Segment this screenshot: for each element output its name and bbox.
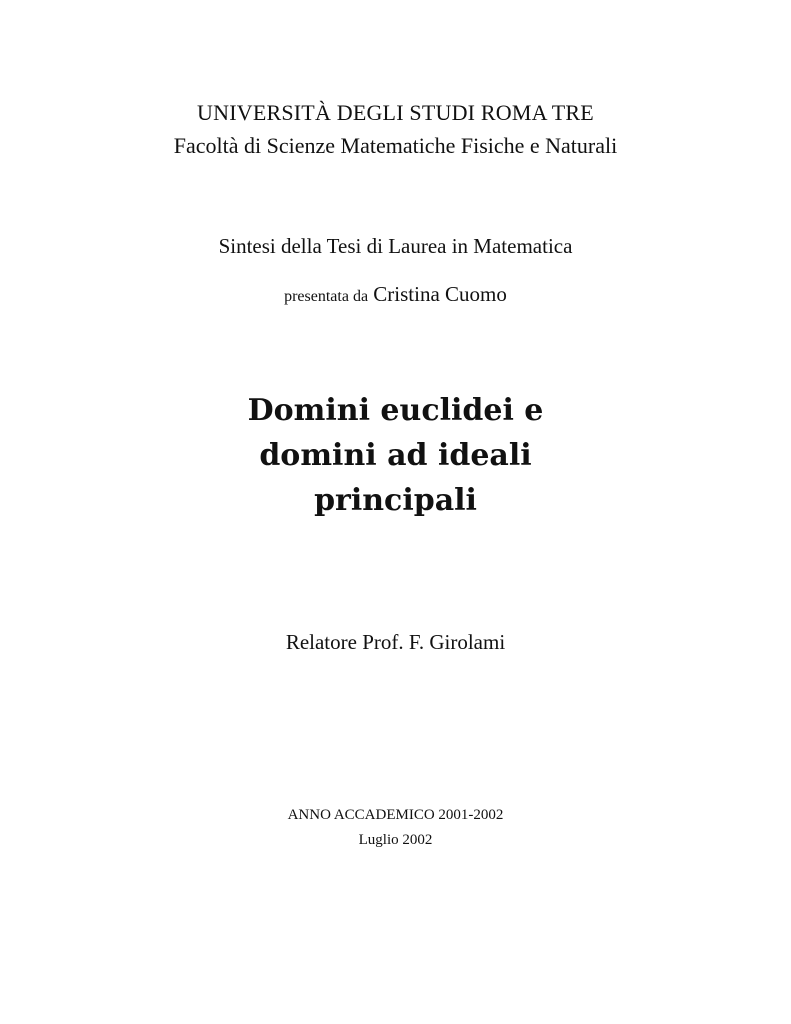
thesis-type: Sintesi della Tesi di Laurea in Matematica — [218, 234, 573, 258]
thesis-title — [0, 388, 791, 523]
academic-year: ANNO ACCADEMICO 2001-2002 — [287, 807, 504, 823]
author-name: Cristina Cuomo — [373, 282, 507, 306]
presented-by-label: presentata da — [284, 288, 369, 305]
university-name: UNIVERSITÀ DEGLI STUDI ROMA TRE — [197, 100, 594, 125]
date: Luglio 2002 — [358, 832, 433, 848]
thesis-title-line: principali — [314, 483, 477, 518]
thesis-title-line: Domini euclidei e — [247, 393, 544, 428]
faculty-name: Facoltà di Scienze Matematiche Fisiche e Naturali — [173, 133, 618, 158]
thesis-title-line: domini ad ideali — [259, 438, 532, 473]
advisor: Relatore Prof. F. Girolami — [285, 630, 506, 654]
presented-by — [0, 282, 791, 307]
